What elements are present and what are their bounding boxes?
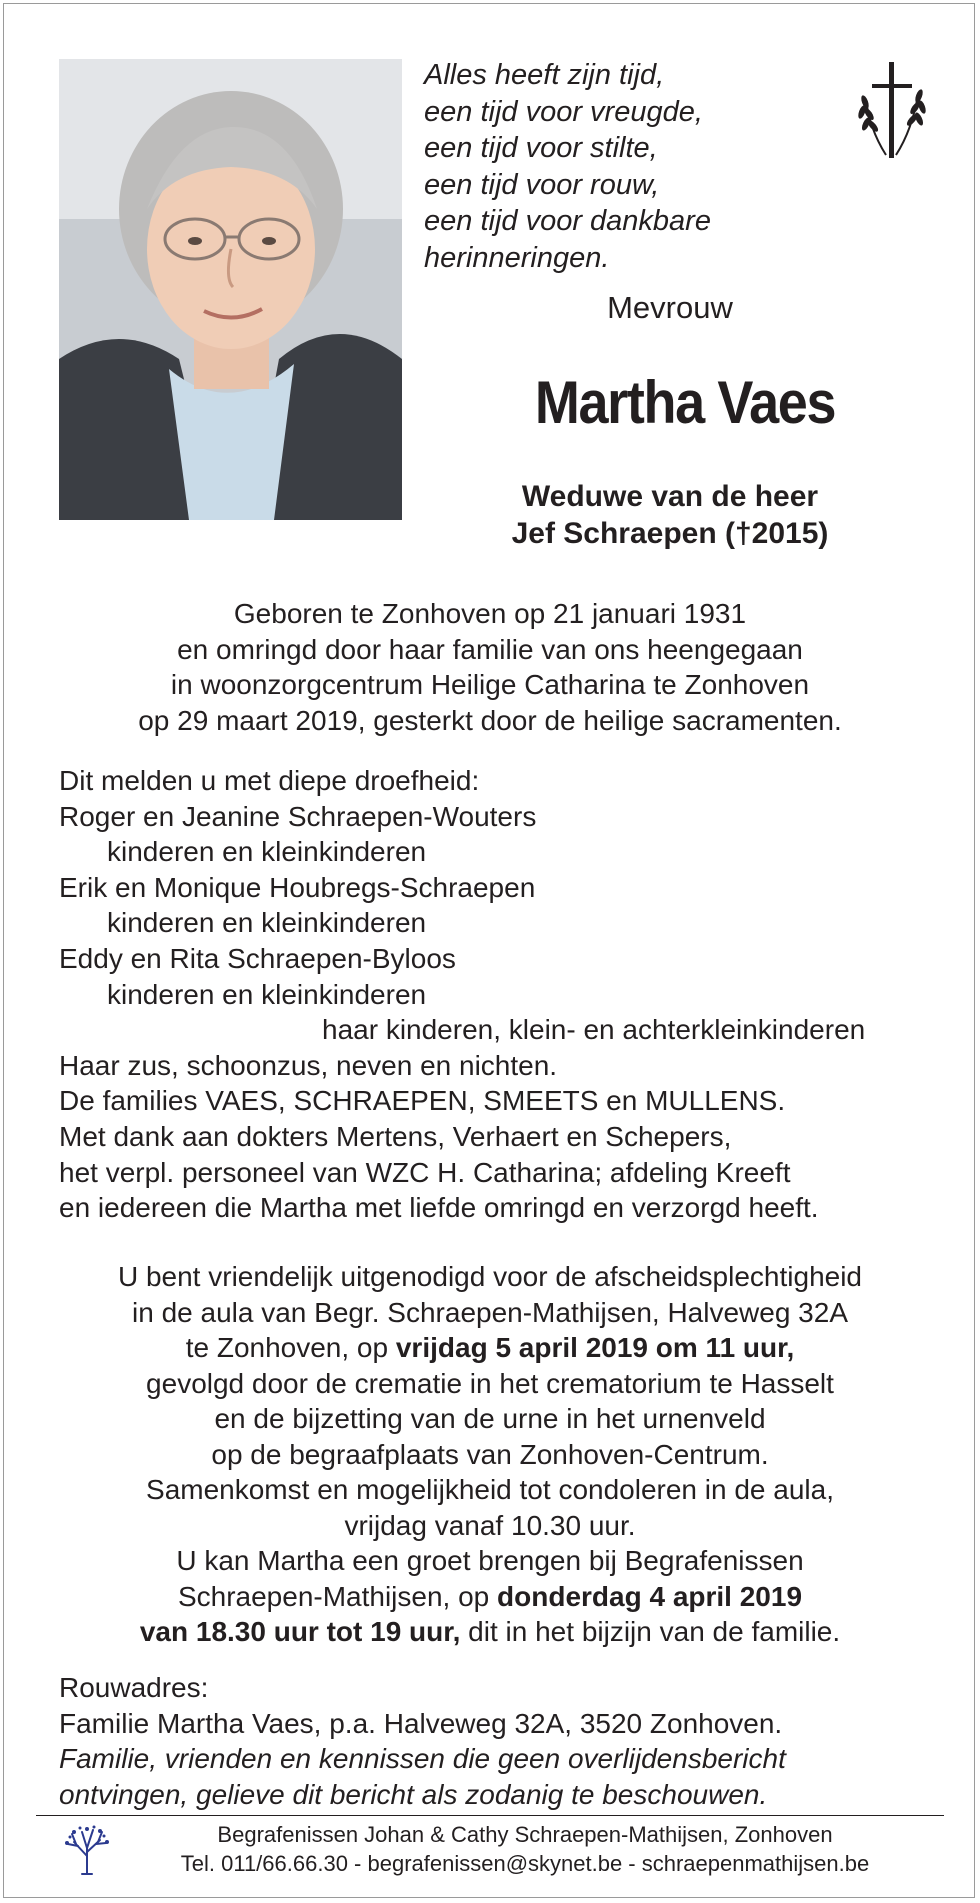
- poem-line: Alles heeft zijn tijd,: [424, 59, 665, 91]
- birth-death-paragraph: [30, 596, 950, 738]
- address-label: Rouwadres:: [59, 1672, 209, 1703]
- family-line: Met dank aan dokters Mertens, Verhaert en Schepers,: [59, 1120, 732, 1152]
- text-span: Schraepen-Mathijsen, op: [177, 1580, 498, 1612]
- footer-contact: Tel. 011/66.66.30 - begrafenissen@skynet.be - schraepenmathijsen.be: [180, 1851, 870, 1876]
- portrait-photo: [59, 59, 402, 520]
- child-names: Roger en Jeanine Schraepen-Wouters: [59, 800, 537, 832]
- family-line: Haar zus, schoonzus, neven en nichten.: [59, 1049, 558, 1081]
- text-span: dit in het bijzijn van de familie.: [460, 1616, 841, 1647]
- text-line: in woonzorgcentrum Heilige Catharina te Zonhoven: [170, 669, 810, 700]
- poem-line: een tijd voor rouw,: [424, 168, 660, 201]
- address-value: Familie Martha Vaes, p.a. Halveweg 32A, 3520 Zonhoven.: [59, 1707, 783, 1739]
- poem-line: herinneringen.: [424, 241, 610, 274]
- text-line: in de aula van Begr. Schraepen-Mathijsen, Halveweg 32A: [132, 1296, 848, 1328]
- family-line: De families VAES, SCHRAEPEN, SMEETS en MULLENS.: [59, 1085, 786, 1117]
- text-line: gevolgd door de crematie in het crematorium te Hasselt: [146, 1367, 834, 1399]
- text-line: vrijdag vanaf 10.30 uur.: [344, 1509, 636, 1541]
- footer-divider: [36, 1815, 944, 1816]
- child-sub: kinderen en kleinkinderen: [107, 907, 427, 939]
- child-sub: kinderen en kleinkinderen: [107, 978, 427, 1010]
- address-note: Familie, vrienden en kennissen die geen overlijdensbericht: [59, 1743, 786, 1775]
- visit-date: donderdag 4 april 2019: [497, 1580, 803, 1612]
- cross-with-wheat-icon: [852, 60, 930, 160]
- text-line: op 29 maart 2019, gesterkt door de heilige sacramenten.: [138, 704, 842, 736]
- ceremony-date: vrijdag 5 april 2019 om 11 uur,: [395, 1332, 795, 1363]
- salutation: Mevrouw: [607, 290, 733, 325]
- text-line: U kan Martha een groet brengen bij Begrafenissen: [176, 1545, 804, 1576]
- deceased-name: Martha Vaes: [534, 369, 836, 436]
- child-names: Eddy en Rita Schraepen-Byloos: [59, 942, 456, 974]
- ceremony-paragraph: [30, 1259, 950, 1650]
- text-line: [30, 1330, 950, 1366]
- text-line: Samenkomst en mogelijkheid tot condoleren in de aula,: [146, 1474, 834, 1505]
- text-line: en omringd door haar familie van ons heengegaan: [177, 633, 803, 665]
- poem-line: een tijd voor dankbare: [424, 205, 711, 237]
- text-span: te Zonhoven, op: [185, 1332, 396, 1363]
- poem: [424, 57, 711, 276]
- text-line: Geboren te Zonhoven op 21 januari 1931: [233, 598, 747, 629]
- text-line: [30, 1614, 950, 1650]
- text-line: en de bijzetting van de urne in het urnenveld: [214, 1403, 766, 1434]
- address-section: [59, 1670, 939, 1812]
- family-line: en iedereen die Martha met liefde omringd en verzorgd heeft.: [59, 1192, 819, 1224]
- family-section: [59, 763, 939, 1226]
- child-names: Erik en Monique Houbregs-Schraepen: [59, 871, 536, 903]
- spouse-line: Jef Schraepen (†2015): [511, 517, 829, 550]
- tree-logo-icon: [62, 1822, 112, 1876]
- child-sub: kinderen en kleinkinderen: [107, 836, 427, 868]
- spouse-line: Weduwe van de heer: [521, 480, 819, 513]
- footer: [130, 1820, 920, 1878]
- grandchildren-line: haar kinderen, klein- en achterkleinkinderen: [322, 1014, 866, 1046]
- visit-time: van 18.30 uur tot 19 uur,: [139, 1616, 461, 1647]
- family-line: het verpl. personeel van WZC H. Catharina; afdeling Kreeft: [59, 1156, 791, 1188]
- spouse-info: [440, 478, 900, 552]
- text-line: U bent vriendelijk uitgenodigd voor de afscheidsplechtigheid: [117, 1261, 863, 1292]
- poem-line: een tijd voor vreugde,: [424, 95, 703, 128]
- text-line: [30, 1579, 950, 1615]
- footer-company: Begrafenissen Johan & Cathy Schraepen-Mathijsen, Zonhoven: [217, 1822, 833, 1847]
- address-note: ontvingen, gelieve dit bericht als zodanig te beschouwen.: [59, 1778, 768, 1810]
- text-line: op de begraafplaats van Zonhoven-Centrum.: [211, 1438, 769, 1470]
- family-intro: Dit melden u met diepe droefheid:: [59, 765, 480, 796]
- poem-line: een tijd voor stilte,: [424, 132, 658, 164]
